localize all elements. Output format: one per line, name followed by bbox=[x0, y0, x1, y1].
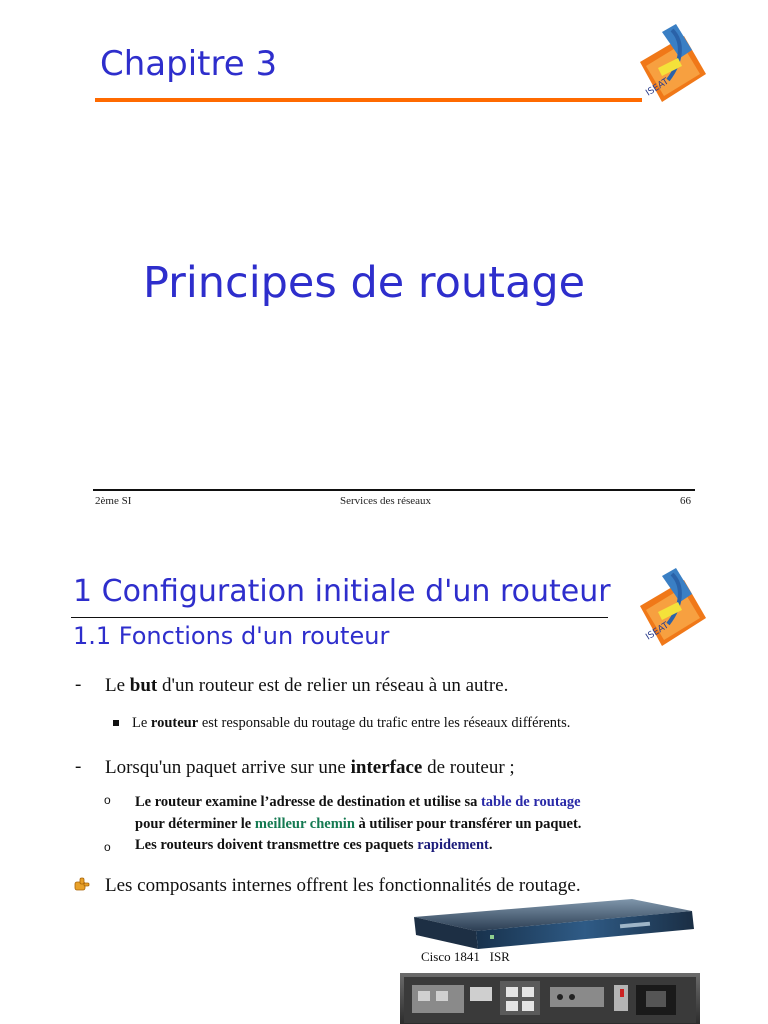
sub-bullet-router-role: Le routeur est responsable du routage du trafic entre les réseaux différents. bbox=[132, 715, 571, 731]
svg-text:ISEAT: ISEAT bbox=[644, 620, 671, 643]
logo-icon bbox=[632, 566, 710, 652]
chapter-title: Chapitre 3 bbox=[100, 44, 278, 84]
footer-course: Services des réseaux bbox=[340, 495, 432, 507]
dash-bullet: - bbox=[75, 756, 82, 777]
svg-text:ISEAT: ISEAT bbox=[644, 76, 671, 99]
title-underline bbox=[95, 98, 642, 102]
school-logo-2 bbox=[632, 566, 710, 652]
square-bullet bbox=[113, 720, 119, 726]
bullet-purpose: Le but d'un routeur est de relier un réseau à un autre. bbox=[105, 675, 509, 696]
sub-bullet-forward-speed: Les routeurs doivent transmettre ces paquets rapidement. bbox=[135, 837, 493, 853]
footer-class: 2ème SI bbox=[95, 495, 132, 507]
sub-bullet-routing-table: Le routeur examine l’adresse de destination et utilise sa table de routage pour déterminer le meilleur chemin à utiliser pour transférer un paquet. bbox=[135, 794, 582, 832]
circle-bullet: o bbox=[104, 793, 111, 807]
bullet-internal-components: Les composants internes offrent les fonctionnalités de routage. bbox=[105, 875, 581, 896]
school-logo bbox=[632, 22, 710, 108]
device-caption: Cisco 1841 ISR bbox=[421, 949, 510, 964]
logo-icon bbox=[632, 22, 710, 108]
footer-rule bbox=[93, 489, 695, 491]
dash-bullet: - bbox=[75, 674, 82, 695]
page-number: 66 bbox=[680, 495, 691, 507]
section-title: 1 Configuration initiale d'un routeur bbox=[73, 574, 611, 609]
pointing-hand-icon bbox=[74, 876, 90, 895]
circle-bullet: o bbox=[104, 840, 111, 854]
section-subtitle: 1.1 Fonctions d'un routeur bbox=[73, 622, 390, 650]
section-title-underline bbox=[71, 617, 608, 618]
main-title: Principes de routage bbox=[143, 258, 586, 308]
bullet-packet-arrival: Lorsqu'un paquet arrive sur une interface de routeur ; bbox=[105, 757, 515, 778]
